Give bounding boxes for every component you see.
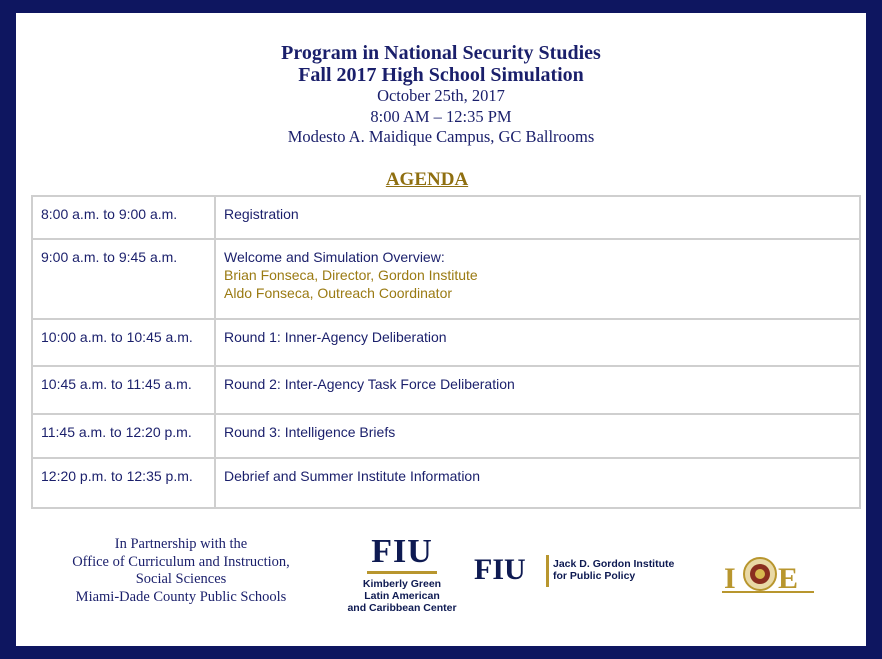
partnership-line: Miami-Dade County Public Schools	[75, 588, 287, 605]
table-row	[32, 239, 860, 319]
icse-logo-icon	[722, 552, 814, 598]
partnership-line: Office of Curriculum and Instruction,	[72, 553, 290, 570]
svg-text:I: I	[724, 562, 736, 595]
logo-divider	[546, 555, 549, 587]
svg-text:E: E	[778, 562, 799, 595]
row-activity: Round 3: Intelligence Briefs	[215, 414, 860, 458]
table-row	[32, 319, 860, 366]
kimberly-green-center-logo	[338, 535, 466, 614]
table-row	[32, 366, 860, 414]
gordon-line: for Public Policy	[553, 570, 636, 582]
row-activity: Debrief and Summer Institute Information	[215, 458, 860, 508]
agenda-heading: AGENDA	[385, 169, 469, 190]
event-date: October 25th, 2017	[377, 86, 505, 105]
table-row	[32, 414, 860, 458]
kg-line: Kimberly Green	[362, 578, 442, 590]
agenda-table	[31, 195, 861, 509]
partnership-line: In Partnership with the	[114, 536, 248, 552]
kg-line: and Caribbean Center	[347, 602, 457, 614]
row-time: 9:00 a.m. to 9:45 a.m.	[32, 239, 215, 319]
table-row	[32, 458, 860, 508]
row-activity: Round 1: Inner-Agency Deliberation	[215, 319, 860, 366]
partnership-text	[40, 536, 322, 606]
gordon-institute-name	[553, 558, 674, 582]
fiu-wordmark: FIU	[367, 535, 437, 574]
row-activity: Welcome and Simulation Overview:	[224, 249, 445, 265]
kg-line: Latin American	[364, 590, 440, 602]
row-time: 11:45 a.m. to 12:20 p.m.	[32, 414, 215, 458]
document-header	[0, 42, 882, 148]
table-row	[32, 196, 860, 239]
speaker-name: Brian Fonseca, Director, Gordon Institute	[224, 267, 478, 283]
gordon-line: Jack D. Gordon Institute	[553, 558, 675, 570]
speaker-name: Aldo Fonseca, Outreach Coordinator	[224, 285, 453, 301]
row-time: 12:20 p.m. to 12:35 p.m.	[32, 458, 215, 508]
row-time: 10:00 a.m. to 10:45 a.m.	[32, 319, 215, 366]
event-title: Fall 2017 High School Simulation	[298, 64, 584, 86]
event-location: Modesto A. Maidique Campus, GC Ballrooms	[287, 127, 595, 146]
program-title: Program in National Security Studies	[281, 42, 601, 64]
row-activity-cell	[215, 239, 860, 319]
row-time: 8:00 a.m. to 9:00 a.m.	[32, 196, 215, 239]
kg-center-name	[338, 578, 466, 614]
gordon-institute-logo	[474, 553, 694, 593]
row-time: 10:45 a.m. to 11:45 a.m.	[32, 366, 215, 414]
event-time: 8:00 AM – 12:35 PM	[370, 106, 512, 126]
row-activity: Registration	[215, 196, 860, 239]
fiu-wordmark: FIU	[474, 553, 526, 586]
partnership-line: Social Sciences	[135, 571, 227, 587]
row-activity: Round 2: Inter-Agency Task Force Deliberation	[215, 366, 860, 414]
